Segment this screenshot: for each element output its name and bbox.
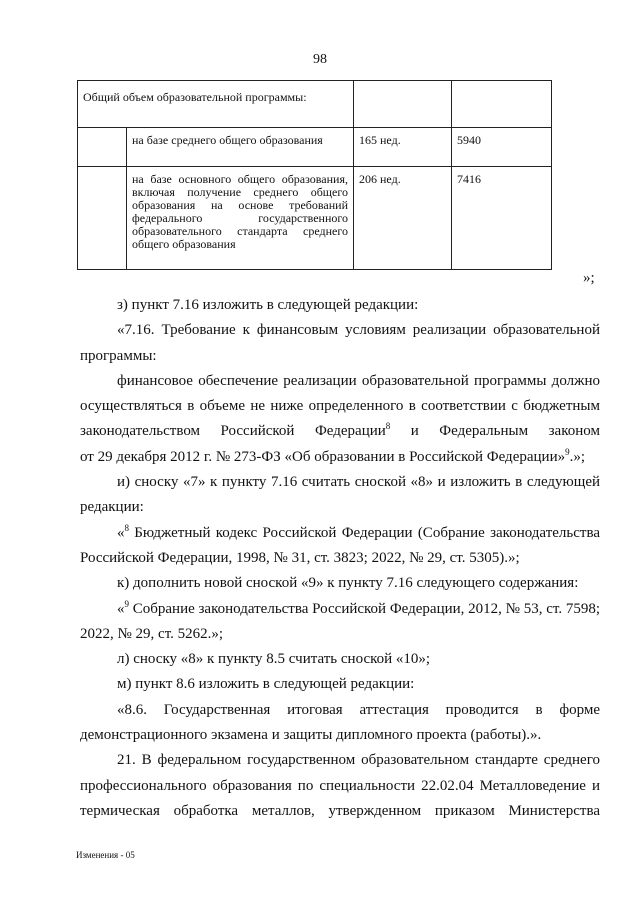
table-row <box>78 128 552 167</box>
paragraph: «$^9$ Собрание законодательства Российской Федерации, 2012, № 53, ст. 7598; 2022, № 29, ст. 5262.»; <box>80 598 600 642</box>
paragraph: 21. В федеральном государственном образовательном стандарте среднего профессионального образования по специальности 22.02.04 Металловедение и термическая обработка металлов, утвержденном приказом Министерства <box>80 752 600 819</box>
paragraph: и) сноску «7» к пункту 7.16 считать сноской «8» и изложить в следующей редакции: <box>80 474 600 516</box>
justified-line <box>80 419 600 444</box>
table-cell-description: на базе основного общего образования, включая получение среднего общего образования на основе требований федерального государственного образовательного стандарта среднего общего образования <box>127 167 354 270</box>
word: Федеральным <box>439 423 529 440</box>
paragraph: финансовое обеспечение реализации образовательной программы должно осуществляться в объеме не ниже определенного в соответствии с бюджетным <box>80 372 600 415</box>
word-with-footnote: Федерации$^8$ <box>314 421 391 440</box>
table-header-cell: Общий объем образовательной программы: <box>78 81 354 128</box>
paragraph: «8.6. Государственная итоговая аттестация проводится в форме демонстрационного экзамена и защиты дипломного проекта (работы).». <box>80 701 600 744</box>
table-cell-duration: 206 нед. <box>354 167 452 270</box>
word: и <box>410 423 419 440</box>
paragraph: «$^8$ Бюджетный кодекс Российской Федерации (Собрание законодательства Российской Федерации, 1998, № 31, ст. 3823; 2022, № 29, ст. 5305).»; <box>80 522 600 566</box>
paragraph: от 29 декабря 2012 г. № 273-ФЗ «Об образовании в Российской Федерации»$^9$.»; <box>80 446 586 465</box>
footnote-ref: 9 <box>565 446 570 457</box>
document-body <box>80 293 600 824</box>
footer-label: Изменения - 05 <box>76 850 135 860</box>
table-cell <box>452 81 552 128</box>
table-cell-description: на базе среднего общего образования <box>127 128 354 167</box>
paragraph: м) пункт 8.6 изложить в следующей редакции: <box>117 676 415 693</box>
footnote-ref: 8 <box>124 522 129 533</box>
word: Российской <box>220 423 295 440</box>
footnote-ref: 8 <box>385 421 391 432</box>
page-number: 98 <box>313 52 327 67</box>
paragraph: з) пункт 7.16 изложить в следующей редакции: <box>117 297 419 313</box>
word: законом <box>548 423 600 440</box>
table-cell-hours: 7416 <box>452 167 552 270</box>
paragraph: «7.16. Требование к финансовым условиям реализации образовательной программы: <box>80 322 600 364</box>
table-cell-duration: 165 нед. <box>354 128 452 167</box>
table-row <box>78 167 552 270</box>
table-cell <box>354 81 452 128</box>
table-cell <box>78 128 127 167</box>
table-cell <box>78 167 127 270</box>
paragraph: л) сноску «8» к пункту 8.5 считать сноской «10»; <box>117 651 431 668</box>
table-row <box>78 81 552 128</box>
table-cell-hours: 5940 <box>452 128 552 167</box>
table-closing-mark: »; <box>583 270 595 286</box>
word: законодательством <box>80 423 201 440</box>
paragraph: к) дополнить новой сноской «9» к пункту 7.16 следующего содержания: <box>117 575 579 592</box>
program-volume-table <box>77 80 552 270</box>
footnote-ref: 9 <box>124 598 129 609</box>
